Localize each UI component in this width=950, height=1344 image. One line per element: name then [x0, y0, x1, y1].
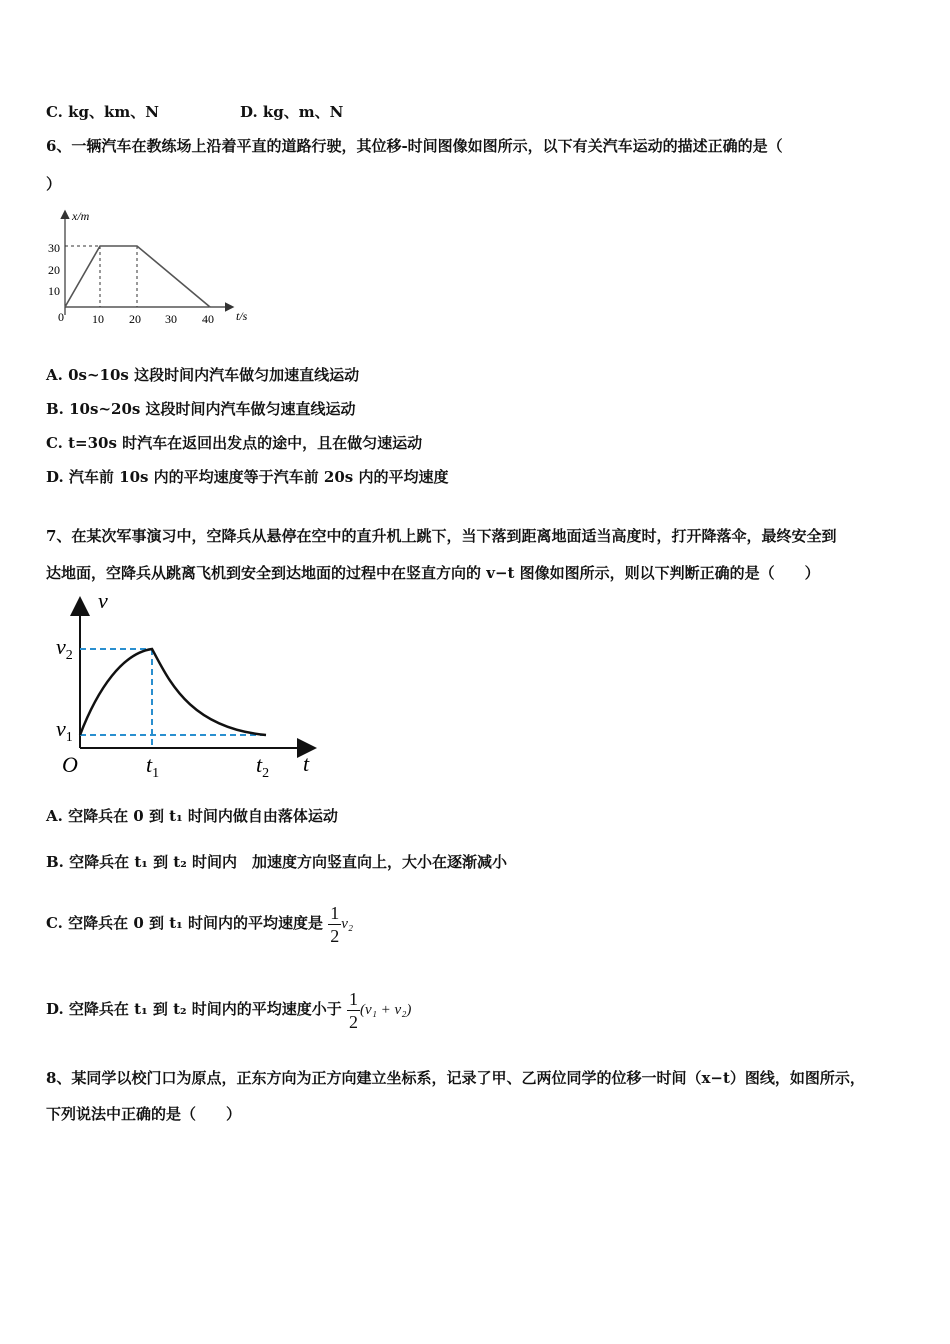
q7-option-c-text: C. 空降兵在 0 到 t₁ 时间内的平均速度是: [46, 914, 323, 932]
q6-xt-graph: [40, 200, 260, 330]
q6-option-c: C. t=30s 时汽车在返回出发点的途中，且在做匀速运动: [46, 434, 423, 452]
q6-option-d: D. 汽车前 10s 内的平均速度等于汽车前 20s 内的平均速度: [46, 468, 449, 486]
q5-option-c: C. kg、km、N: [46, 103, 159, 121]
q7-option-d-expr: (v₁ + v₂): [360, 1002, 412, 1018]
q6-xtick-30: 30: [165, 312, 177, 326]
q7-option-a: A. 空降兵在 0 到 t₁ 时间内做自由落体运动: [46, 807, 338, 825]
q7-option-d-fraction: $\frac{1}{2}$: [349, 988, 359, 1032]
q7-vt-graph: [48, 588, 328, 780]
q6-ytick-20: 20: [48, 263, 60, 277]
q7-stem-2: 达地面，空降兵从跳离飞机到安全到达地面的过程中在竖直方向的 v−t 图像如图所示，则以下判断正确的是（ ）: [46, 564, 820, 582]
q7-option-b: B. 空降兵在 t₁ 到 t₂ 时间内 加速度方向竖直向上，大小在逐渐减小: [46, 853, 508, 871]
q6-x-label: t/s: [236, 309, 248, 323]
q6-xtick-20: 20: [129, 312, 141, 326]
q7-v1-label: $v_1$: [56, 716, 73, 745]
q8-stem-2: 下列说法中正确的是（ ）: [46, 1105, 242, 1123]
q7-option-d: [46, 986, 411, 1032]
q6-stem-close: ）: [46, 175, 62, 193]
q5-option-d: D. kg、m、N: [240, 103, 344, 121]
q6-option-b: B. 10s~20s 这段时间内汽车做匀速直线运动: [46, 400, 356, 418]
q6-y-label: x/m: [72, 209, 90, 223]
q7-origin: O: [62, 752, 78, 777]
q8-stem: 8、某同学以校门口为原点，正东方向为正方向建立坐标系，记录了甲、乙两位同学的位移一时间（x−t）图线，如图所示，: [46, 1069, 865, 1087]
q7-option-d-text: D. 空降兵在 t₁ 到 t₂ 时间内的平均速度小于: [46, 1000, 342, 1018]
q7-velocity-curve: [80, 649, 266, 735]
q7-t1-label: $t_1$: [146, 752, 160, 780]
q6-xtick-10: 10: [92, 312, 104, 326]
q6-option-a: A. 0s~10s 这段时间内汽车做匀加速直线运动: [46, 366, 360, 384]
q7-option-c-fraction: $\frac{1}{2}$: [330, 902, 340, 946]
q7-y-label: v: [98, 588, 108, 613]
q6-ytick-30: 30: [48, 241, 60, 255]
q6-ytick-10: 10: [48, 284, 60, 298]
q6-stem: 6、一辆汽车在教练场上沿着平直的道路行驶，其位移-时间图像如图所示，以下有关汽车运动的描述正确的是（: [46, 137, 783, 155]
q7-x-label: t: [303, 751, 310, 776]
q7-v2-label: $v_2$: [56, 634, 73, 663]
q7-option-c: [46, 900, 353, 946]
q6-xtick-40: 40: [202, 312, 214, 326]
q7-t2-label: $t_2$: [256, 752, 270, 780]
q7-stem: 7、在某次军事演习中，空降兵从悬停在空中的直升机上跳下，当下落到距离地面适当高度时，打开降落伞，最终安全到: [46, 527, 837, 545]
q6-origin: 0: [58, 310, 64, 324]
q7-option-c-var: v₂: [341, 916, 354, 932]
